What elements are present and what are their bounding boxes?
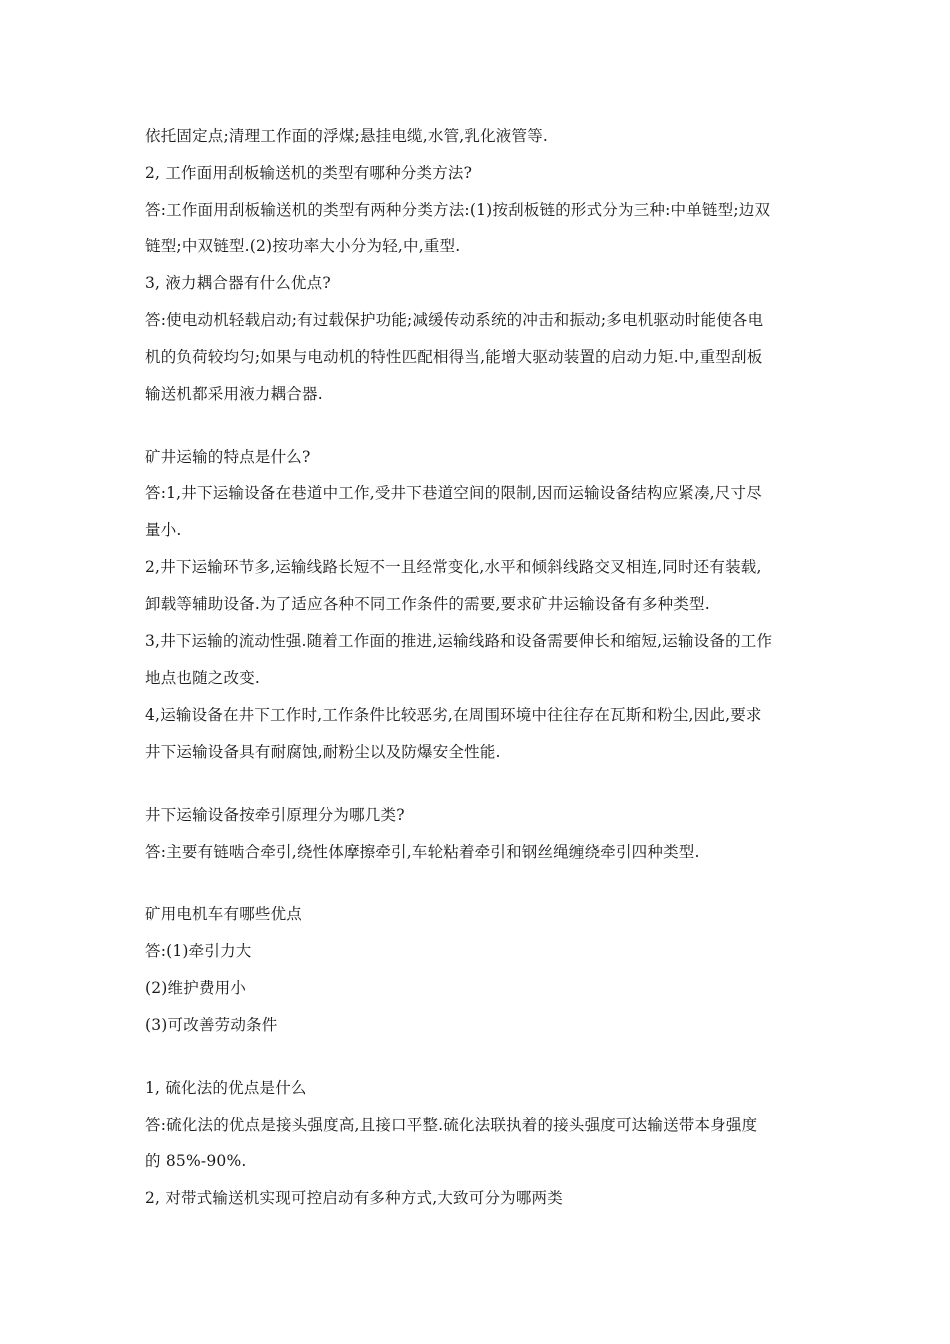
answer-text: 链型;中双链型.(2)按功率大小分为轻,中,重型. xyxy=(145,237,461,255)
answer-text: 3,井下运输的流动性强.随着工作面的推进,运输线路和设备需要伸长和缩短,运输设备的工作 xyxy=(145,632,773,650)
answer-text: 答:使电动机轻载启动;有过载保护功能;减缓传动系统的冲击和振动;多电机驱动时能使各电 xyxy=(145,311,764,329)
answer-text: 机的负荷较均匀;如果与电动机的特性匹配相得当,能增大驱动装置的启动力矩.中,重型刮板 xyxy=(145,348,763,366)
text-line: 依托固定点;清理工作面的浮煤;悬挂电缆,水管,乳化液管等. xyxy=(145,127,549,145)
answer-text: 4,运输设备在井下工作时,工作条件比较恶劣,在周围环境中往往存在瓦斯和粉尘,因此,要求 xyxy=(145,706,762,724)
question-heading: 矿井运输的特点是什么? xyxy=(145,448,311,466)
question-heading: 2, 对带式输送机实现可控启动有多种方式,大致可分为哪两类 xyxy=(145,1189,563,1207)
question-heading: 1, 硫化法的优点是什么 xyxy=(145,1079,307,1097)
answer-text: 答:1,井下运输设备在巷道中工作,受井下巷道空间的限制,因而运输设备结构应紧凑,尺寸尽 xyxy=(145,484,762,502)
answer-text: 输送机都采用液力耦合器. xyxy=(145,385,323,403)
question-heading: 2, 工作面用刮板输送机的类型有哪种分类方法? xyxy=(145,164,473,182)
answer-text: (2)维护费用小 xyxy=(145,979,247,997)
answer-text: 量小. xyxy=(145,521,182,539)
question-heading: 井下运输设备按牵引原理分为哪几类? xyxy=(145,806,405,824)
answer-text: (3)可改善劳动条件 xyxy=(145,1016,278,1034)
answer-text: 井下运输设备具有耐腐蚀,耐粉尘以及防爆安全性能. xyxy=(145,743,501,761)
answer-text: 地点也随之改变. xyxy=(145,669,261,687)
answer-text: 答:主要有链啮合牵引,绕性体摩擦牵引,车轮粘着牵引和钢丝绳缠绕牵引四种类型. xyxy=(145,843,700,861)
answer-text: 2,井下运输环节多,运输线路长短不一且经常变化,水平和倾斜线路交叉相连,同时还有装载, xyxy=(145,558,762,576)
answer-text: 卸载等辅助设备.为了适应各种不同工作条件的需要,要求矿井运输设备有多种类型. xyxy=(145,595,710,613)
question-heading: 矿用电机车有哪些优点 xyxy=(145,905,303,923)
answer-text: 答:工作面用刮板输送机的类型有两种分类方法:(1)按刮板链的形式分为三种:中单链型;边双 xyxy=(145,201,771,219)
question-heading: 3, 液力耦合器有什么优点? xyxy=(145,274,331,292)
answer-text: 的 85%-90%. xyxy=(145,1152,247,1170)
answer-text: 答:硫化法的优点是接头强度高,且接口平整.硫化法联执着的接头强度可达输送带本身强度 xyxy=(145,1116,758,1134)
answer-text: 答:(1)牵引力大 xyxy=(145,942,252,960)
